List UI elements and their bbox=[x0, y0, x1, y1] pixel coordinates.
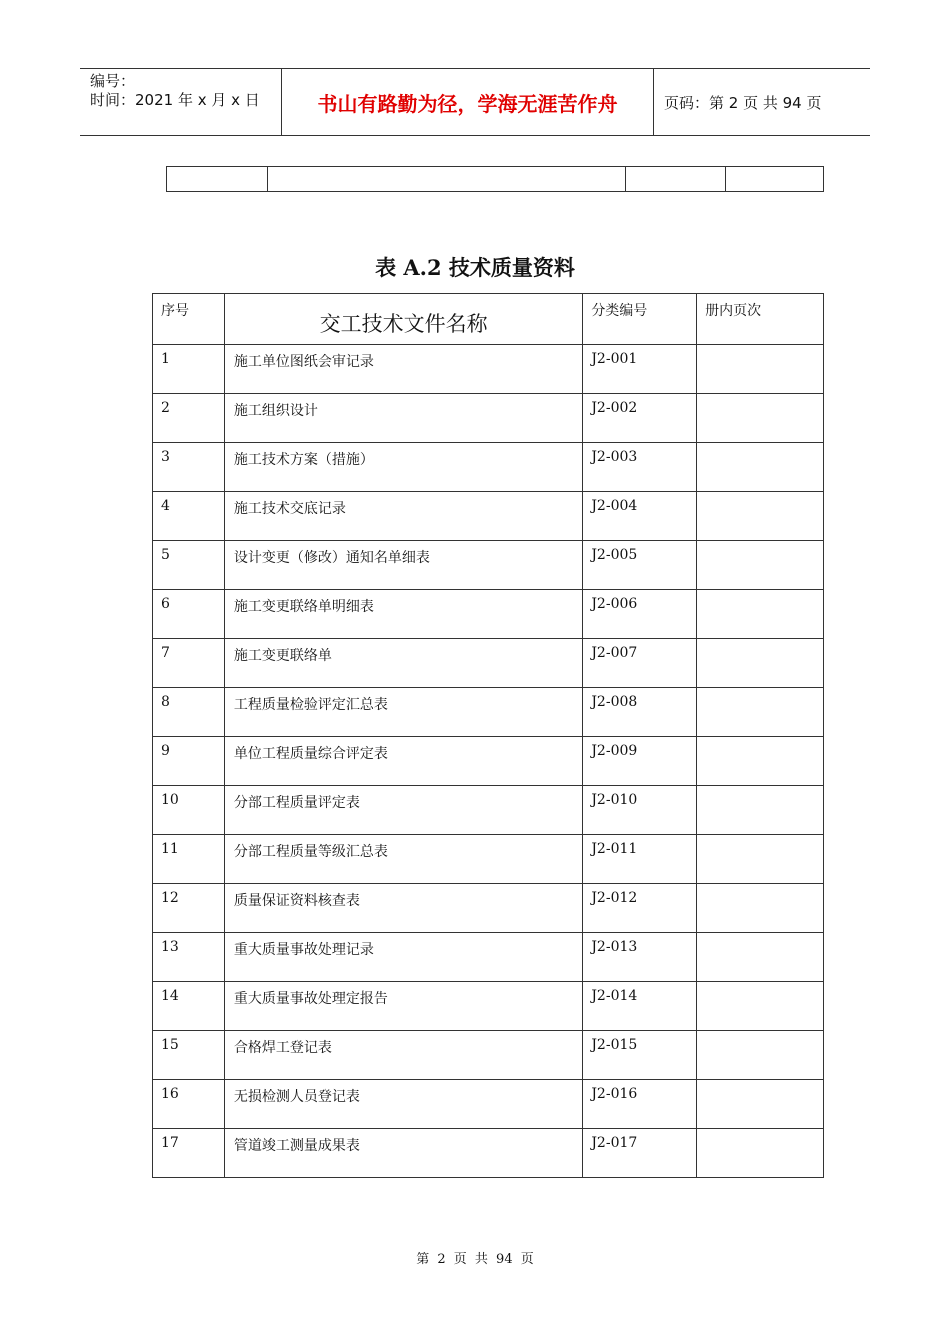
row-category-code: J2-013 bbox=[583, 933, 697, 982]
row-seq: 6 bbox=[153, 590, 225, 639]
row-page-number bbox=[697, 688, 824, 737]
row-seq: 13 bbox=[153, 933, 225, 982]
header-page-number: 册内页次 bbox=[697, 294, 824, 345]
row-category-code: J2-011 bbox=[583, 835, 697, 884]
row-seq: 16 bbox=[153, 1080, 225, 1129]
row-doc-name: 施工组织设计 bbox=[224, 394, 582, 443]
row-category-code: J2-008 bbox=[583, 688, 697, 737]
row-category-code: J2-001 bbox=[583, 345, 697, 394]
row-seq: 15 bbox=[153, 1031, 225, 1080]
row-seq: 10 bbox=[153, 786, 225, 835]
time-label: 时间：2021 年 x 月 x 日 bbox=[90, 91, 260, 109]
table-row bbox=[153, 1031, 824, 1080]
row-category-code: J2-015 bbox=[583, 1031, 697, 1080]
row-doc-name: 合格焊工登记表 bbox=[224, 1031, 582, 1080]
row-seq: 5 bbox=[153, 541, 225, 590]
row-seq: 11 bbox=[153, 835, 225, 884]
empty-cell bbox=[625, 167, 726, 192]
row-doc-name: 分部工程质量等级汇总表 bbox=[224, 835, 582, 884]
row-doc-name: 管道竣工测量成果表 bbox=[224, 1129, 582, 1178]
table-row bbox=[153, 345, 824, 394]
header-page-info: 页码：第 2 页 共 94 页 bbox=[664, 93, 822, 112]
row-category-code: J2-007 bbox=[583, 639, 697, 688]
row-page-number bbox=[697, 590, 824, 639]
table-row bbox=[153, 982, 824, 1031]
table-row bbox=[153, 835, 824, 884]
table-row bbox=[153, 590, 824, 639]
table-row bbox=[167, 167, 824, 192]
row-page-number bbox=[697, 884, 824, 933]
row-category-code: J2-014 bbox=[583, 982, 697, 1031]
table-row bbox=[153, 737, 824, 786]
table-row bbox=[153, 492, 824, 541]
table-row bbox=[153, 1129, 824, 1178]
table-header-row bbox=[153, 294, 824, 345]
row-category-code: J2-012 bbox=[583, 884, 697, 933]
row-category-code: J2-010 bbox=[583, 786, 697, 835]
number-label: 编号： bbox=[90, 72, 136, 90]
row-doc-name: 施工变更联络单 bbox=[224, 639, 582, 688]
row-seq: 4 bbox=[153, 492, 225, 541]
row-seq: 14 bbox=[153, 982, 225, 1031]
row-doc-name: 施工变更联络单明细表 bbox=[224, 590, 582, 639]
quality-documents-table bbox=[152, 293, 824, 1178]
page-footer: 第 2 页 共 94 页 bbox=[416, 1252, 534, 1267]
row-page-number bbox=[697, 737, 824, 786]
empty-cell bbox=[726, 167, 824, 192]
row-doc-name: 设计变更（修改）通知名单细表 bbox=[224, 541, 582, 590]
row-page-number bbox=[697, 835, 824, 884]
table-title: 表 A.2 技术质量资料 bbox=[375, 255, 575, 280]
row-doc-name: 工程质量检验评定汇总表 bbox=[224, 688, 582, 737]
empty-cell bbox=[167, 167, 268, 192]
row-category-code: J2-002 bbox=[583, 394, 697, 443]
row-doc-name: 无损检测人员登记表 bbox=[224, 1080, 582, 1129]
row-seq: 8 bbox=[153, 688, 225, 737]
row-doc-name: 重大质量事故处理定报告 bbox=[224, 982, 582, 1031]
row-doc-name: 施工技术交底记录 bbox=[224, 492, 582, 541]
row-category-code: J2-016 bbox=[583, 1080, 697, 1129]
table-row bbox=[153, 443, 824, 492]
empty-cell bbox=[267, 167, 625, 192]
row-doc-name: 施工单位图纸会审记录 bbox=[224, 345, 582, 394]
table-row bbox=[153, 786, 824, 835]
row-page-number bbox=[697, 982, 824, 1031]
page-header bbox=[80, 68, 870, 136]
row-seq: 12 bbox=[153, 884, 225, 933]
header-category-code: 分类编号 bbox=[583, 294, 697, 345]
row-page-number bbox=[697, 443, 824, 492]
row-category-code: J2-006 bbox=[583, 590, 697, 639]
row-seq: 17 bbox=[153, 1129, 225, 1178]
header-meta bbox=[80, 69, 282, 135]
row-page-number bbox=[697, 933, 824, 982]
row-seq: 2 bbox=[153, 394, 225, 443]
row-seq: 7 bbox=[153, 639, 225, 688]
row-doc-name: 分部工程质量评定表 bbox=[224, 786, 582, 835]
row-category-code: J2-017 bbox=[583, 1129, 697, 1178]
row-doc-name: 单位工程质量综合评定表 bbox=[224, 737, 582, 786]
row-category-code: J2-004 bbox=[583, 492, 697, 541]
row-category-code: J2-003 bbox=[583, 443, 697, 492]
row-page-number bbox=[697, 1031, 824, 1080]
row-doc-name: 重大质量事故处理记录 bbox=[224, 933, 582, 982]
row-doc-name: 质量保证资料核查表 bbox=[224, 884, 582, 933]
table-row bbox=[153, 884, 824, 933]
header-doc-name: 交工技术文件名称 bbox=[224, 294, 582, 345]
header-motto: 书山有路勤为径，学海无涯苦作舟 bbox=[282, 69, 654, 135]
table-row bbox=[153, 933, 824, 982]
row-seq: 9 bbox=[153, 737, 225, 786]
table-row bbox=[153, 541, 824, 590]
header-seq: 序号 bbox=[153, 294, 225, 345]
row-category-code: J2-009 bbox=[583, 737, 697, 786]
row-page-number bbox=[697, 541, 824, 590]
row-page-number bbox=[697, 639, 824, 688]
row-page-number bbox=[697, 1080, 824, 1129]
row-page-number bbox=[697, 345, 824, 394]
row-seq: 3 bbox=[153, 443, 225, 492]
table-row bbox=[153, 1080, 824, 1129]
row-page-number bbox=[697, 786, 824, 835]
table-row bbox=[153, 639, 824, 688]
table-row bbox=[153, 688, 824, 737]
row-seq: 1 bbox=[153, 345, 225, 394]
table-row bbox=[153, 394, 824, 443]
row-page-number bbox=[697, 492, 824, 541]
row-category-code: J2-005 bbox=[583, 541, 697, 590]
previous-table-remnant bbox=[166, 166, 824, 192]
row-page-number bbox=[697, 394, 824, 443]
row-page-number bbox=[697, 1129, 824, 1178]
row-doc-name: 施工技术方案（措施） bbox=[224, 443, 582, 492]
